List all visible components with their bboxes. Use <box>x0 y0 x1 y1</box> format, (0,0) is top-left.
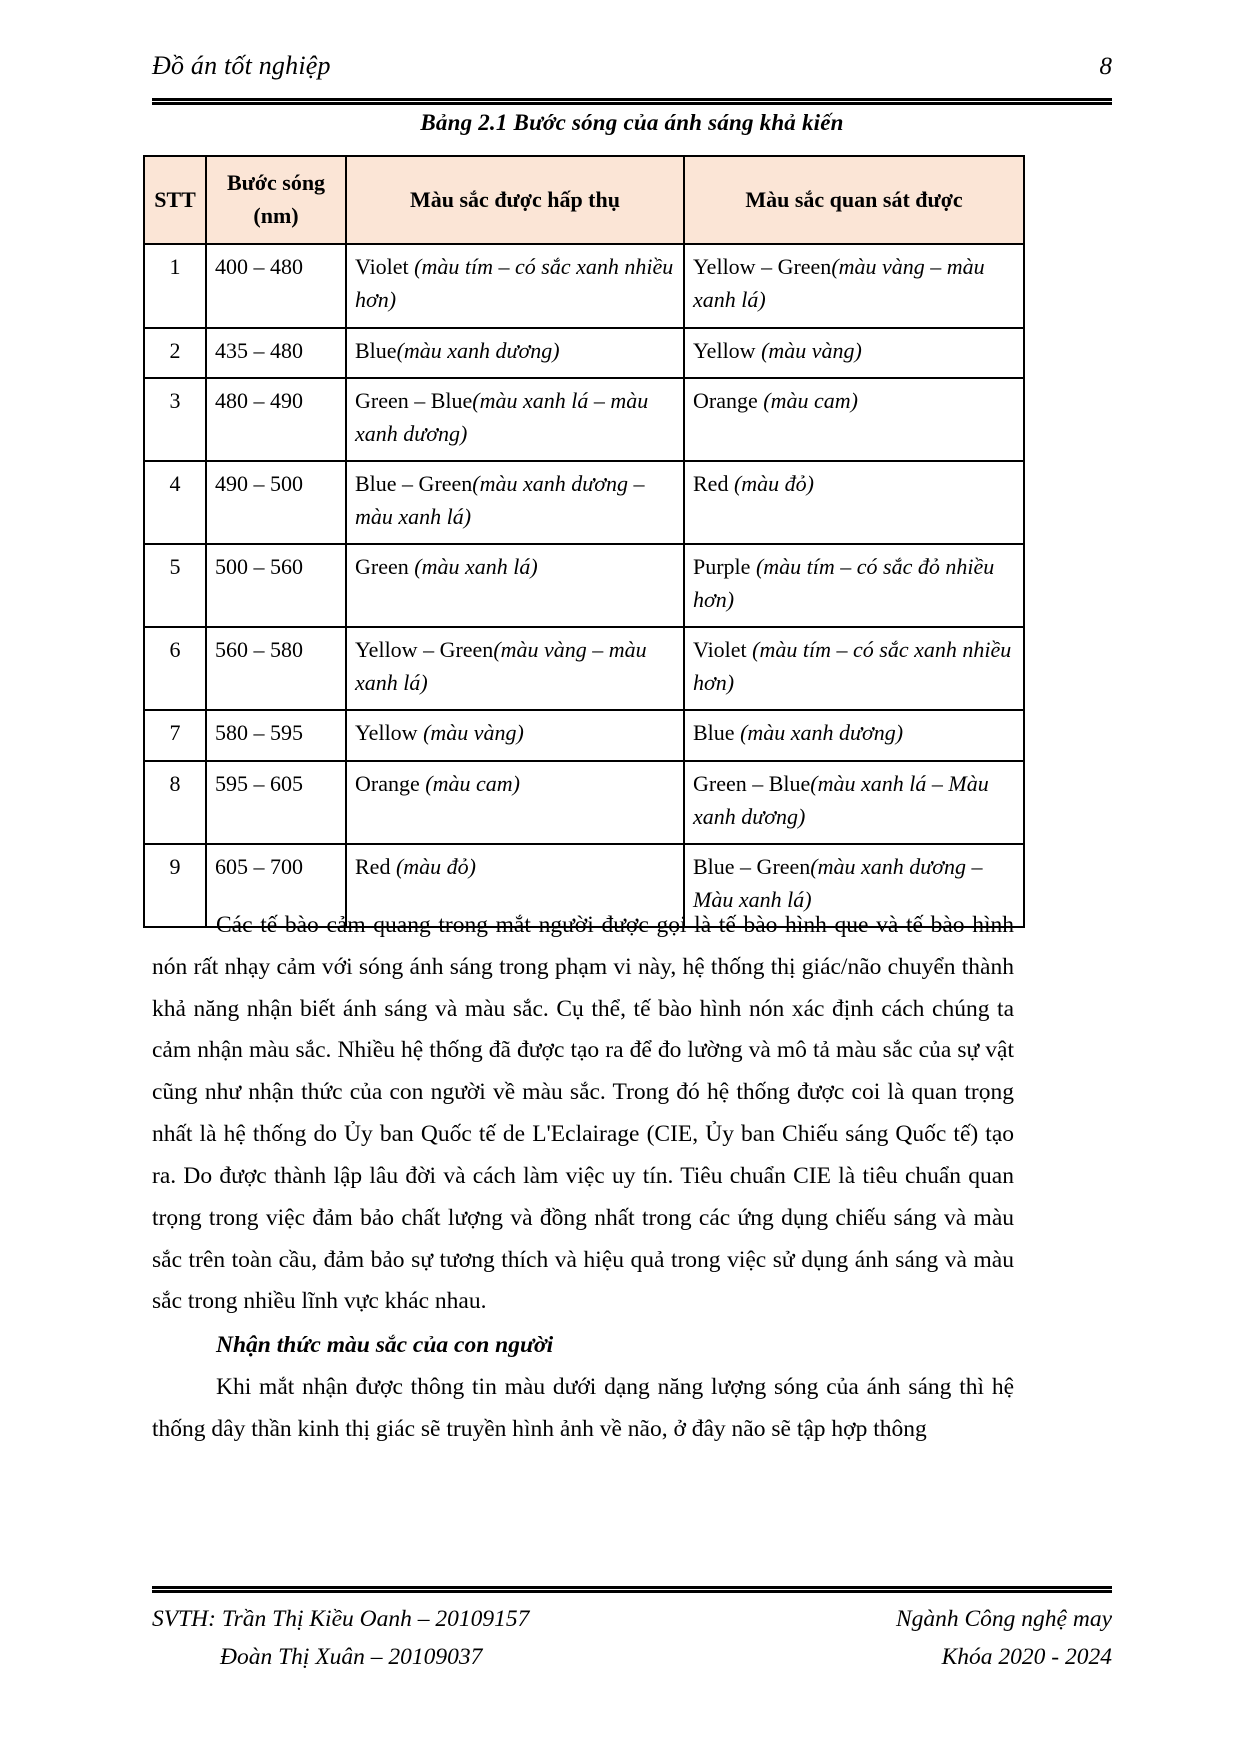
observed-color-vietnamese: (màu xanh dương – Màu xanh lá) <box>693 854 983 912</box>
absorbed-color-vietnamese: (màu vàng) <box>423 720 524 746</box>
absorbed-color-name: Red <box>355 854 396 880</box>
cell-wavelength: 605 – 700 <box>206 844 346 927</box>
cell-wavelength: 480 – 490 <box>206 378 346 461</box>
running-footer <box>152 1600 1112 1676</box>
table-body <box>144 244 1024 927</box>
cell-absorbed-color <box>346 461 684 544</box>
cell-wavelength: 560 – 580 <box>206 627 346 710</box>
column-header-wavelength-line2: (nm) <box>253 203 299 229</box>
observed-color-name: Blue <box>693 720 741 746</box>
observed-color-vietnamese: (màu tím – có sắc xanh nhiều hơn) <box>693 637 1012 695</box>
paragraph-photoreceptors: Các tế bào cảm quang trong mắt người được gọi là tế bào hình que và tế bào hình nón rất nhạy cảm với sóng ánh sáng trong phạm vi này, hệ thống thị giác/não chuyển thành khả năng nhận biết ánh sáng và màu sắc. Cụ thể, tế bào hình nón xác định cách chúng ta cảm nhận màu sắc. Nhiều hệ thống đã được tạo ra để đo lường và mô tả màu sắc của sự vật cũng như nhận thức của con người về màu sắc. Trong đó hệ thống được coi là quan trọng nhất là hệ thống do Ủy ban Quốc tế de L'Eclairage (CIE, Ủy ban Chiếu sáng Quốc tế) tạo ra. Do được thành lập lâu đời và cách làm việc uy tín. Tiêu chuẩn CIE là tiêu chuẩn quan trọng trong việc đảm bảo chất lượng và đồng nhất trong các ứng dụng chiếu sáng và màu sắc trên toàn cầu, đảm bảo sự tương thích và hiệu quả trong việc sử dụng ánh sáng và màu sắc trong nhiều lĩnh vực khác nhau. <box>152 912 1014 1315</box>
absorbed-color-vietnamese: (màu đỏ) <box>395 854 476 880</box>
table-row <box>144 627 1024 710</box>
table-row <box>144 378 1024 461</box>
table-row <box>144 244 1024 327</box>
column-header-observed: Màu sắc quan sát được <box>684 156 1024 244</box>
cell-absorbed-color <box>346 627 684 710</box>
table-row <box>144 328 1024 379</box>
cell-stt: 7 <box>144 710 206 761</box>
observed-color-vietnamese: (màu vàng – màu xanh lá) <box>693 254 985 313</box>
column-header-absorbed: Màu sắc được hấp thụ <box>346 156 684 244</box>
cell-observed-color <box>684 461 1024 544</box>
observed-color-vietnamese: (màu xanh lá – Màu xanh dương) <box>693 771 989 829</box>
table-row <box>144 761 1024 844</box>
observed-color-name: Orange <box>693 388 764 414</box>
cell-absorbed-color <box>346 244 684 327</box>
cell-stt: 1 <box>144 244 206 327</box>
absorbed-color-vietnamese: (màu tím – có sắc xanh nhiều hơn) <box>355 254 674 313</box>
cell-stt: 3 <box>144 378 206 461</box>
cell-absorbed-color <box>346 761 684 844</box>
table-row <box>144 544 1024 627</box>
observed-color-name: Yellow – Green <box>693 254 832 280</box>
cell-absorbed-color <box>346 710 684 761</box>
absorbed-color-vietnamese: (màu cam) <box>425 771 520 797</box>
cell-observed-color <box>684 244 1024 327</box>
observed-color-vietnamese: (màu vàng) <box>761 337 862 363</box>
cell-absorbed-color <box>346 328 684 379</box>
cell-stt: 9 <box>144 844 206 927</box>
cell-observed-color <box>684 627 1024 710</box>
footer-course-years: Khóa 2020 - 2024 <box>941 1644 1112 1671</box>
column-header-wavelength <box>206 156 346 244</box>
absorbed-color-name: Yellow <box>355 720 424 746</box>
cell-stt: 5 <box>144 544 206 627</box>
observed-color-name: Red <box>693 471 734 497</box>
cell-stt: 8 <box>144 761 206 844</box>
table-caption: Bảng 2.1 Bước sóng của ánh sáng khả kiến <box>420 110 844 135</box>
observed-color-name: Violet <box>693 637 753 663</box>
absorbed-color-name: Green – Blue <box>355 388 473 414</box>
column-header-stt: STT <box>144 156 206 244</box>
page-number: 8 <box>1099 53 1112 81</box>
observed-color-vietnamese: (màu tím – có sắc đỏ nhiều hơn) <box>693 554 995 612</box>
absorbed-color-vietnamese: (màu xanh dương) <box>396 337 560 363</box>
table-row <box>144 461 1024 544</box>
absorbed-color-vietnamese: (màu xanh lá) <box>414 554 538 580</box>
cell-stt: 6 <box>144 627 206 710</box>
column-header-wavelength-line1: Bước sóng <box>226 170 326 195</box>
absorbed-color-name: Yellow – Green <box>355 637 494 663</box>
table-header-row <box>144 156 1024 244</box>
wavelength-table <box>143 155 1025 928</box>
cell-observed-color <box>684 710 1024 761</box>
observed-color-vietnamese: (màu đỏ) <box>733 471 814 497</box>
absorbed-color-vietnamese: (màu xanh lá – màu xanh dương) <box>355 388 649 446</box>
cell-stt: 4 <box>144 461 206 544</box>
observed-color-vietnamese: (màu cam) <box>763 388 858 414</box>
cell-observed-color <box>684 544 1024 627</box>
cell-wavelength: 490 – 500 <box>206 461 346 544</box>
observed-color-name: Purple <box>693 554 756 580</box>
absorbed-color-name: Orange <box>355 771 426 797</box>
footer-row-first <box>152 1600 1112 1638</box>
cell-wavelength: 580 – 595 <box>206 710 346 761</box>
wavelength-table-wrapper <box>143 155 1023 928</box>
absorbed-color-name: Violet <box>355 254 415 280</box>
absorbed-color-name: Green <box>355 554 415 580</box>
absorbed-color-vietnamese: (màu vàng – màu xanh lá) <box>355 637 647 695</box>
observed-color-name: Blue – Green <box>693 854 811 880</box>
cell-wavelength: 595 – 605 <box>206 761 346 844</box>
cell-observed-color <box>684 378 1024 461</box>
running-header <box>152 52 1112 81</box>
cell-wavelength: 400 – 480 <box>206 244 346 327</box>
cell-wavelength: 435 – 480 <box>206 328 346 379</box>
body-text-block <box>152 905 1014 1451</box>
observed-color-vietnamese: (màu xanh dương) <box>740 720 904 746</box>
footer-major: Ngành Công nghệ may <box>895 1606 1112 1632</box>
absorbed-color-name: Blue – Green <box>355 471 473 497</box>
header-title: Đồ án tốt nghiệp <box>152 51 331 80</box>
observed-color-name: Green – Blue <box>693 771 811 797</box>
footer-student-2: Đoàn Thị Xuân – 20109037 <box>220 1644 483 1671</box>
footer-student-1: SVTH: Trần Thị Kiều Oanh – 20109157 <box>152 1606 530 1632</box>
cell-absorbed-color <box>346 544 684 627</box>
footer-divider <box>152 1586 1112 1593</box>
cell-observed-color <box>684 328 1024 379</box>
header-divider <box>152 98 1112 105</box>
cell-observed-color <box>684 761 1024 844</box>
footer-row-second <box>152 1638 1112 1676</box>
absorbed-color-vietnamese: (màu xanh dương – màu xanh lá) <box>355 471 645 529</box>
sub-heading-color-perception: Nhận thức màu sắc của con người <box>216 1332 554 1359</box>
cell-stt: 2 <box>144 328 206 379</box>
observed-color-name: Yellow <box>693 337 762 363</box>
cell-absorbed-color <box>346 378 684 461</box>
cell-wavelength: 500 – 560 <box>206 544 346 627</box>
table-row <box>144 710 1024 761</box>
absorbed-color-name: Blue <box>355 337 397 363</box>
paragraph-eye-signal: Khi mắt nhận được thông tin màu dưới dạng năng lượng sóng của ánh sáng thì hệ thống dây thần kinh thị giác sẽ truyền hình ảnh về não, ở đây não sẽ tập hợp thông <box>152 1374 1014 1442</box>
